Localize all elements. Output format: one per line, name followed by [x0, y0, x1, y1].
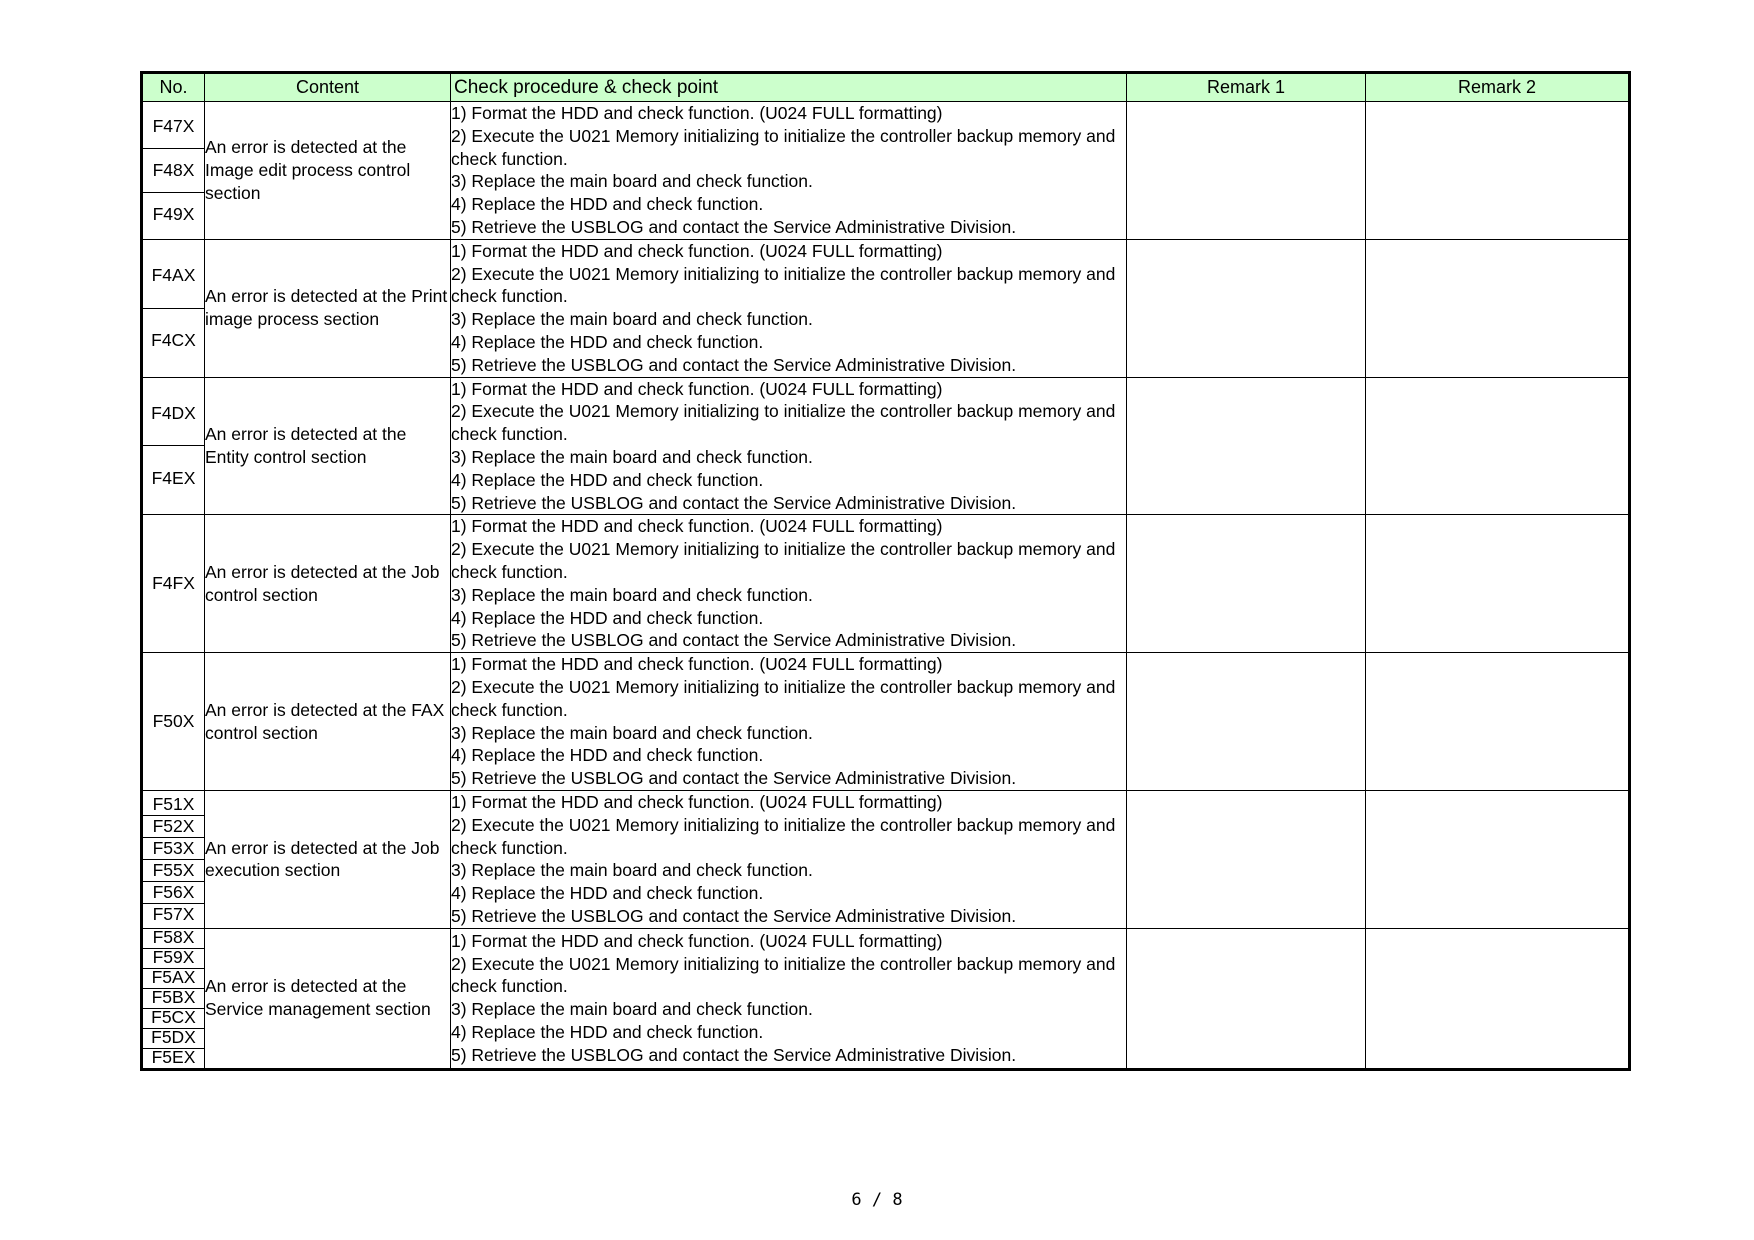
- procedure-step: 5) Retrieve the USBLOG and contact the Service Administrative Division.: [451, 492, 1017, 513]
- error-description: An error is detected at the Print image process section: [205, 239, 451, 377]
- header-remark-1: Remark 1: [1127, 73, 1366, 102]
- check-procedure: [451, 790, 1127, 928]
- procedure-step: 1) Format the HDD and check function. (U024 FULL formatting): [451, 791, 943, 812]
- remark-2-cell: [1366, 928, 1630, 1069]
- procedure-step: 3) Replace the main board and check function.: [451, 309, 813, 330]
- procedure-step: 2) Execute the U021 Memory initializing to initialize the controller backup memory and check function.: [451, 953, 1116, 997]
- procedure-step: 1) Format the HDD and check function. (U024 FULL formatting): [451, 103, 943, 123]
- procedure-step: 1) Format the HDD and check function. (U024 FULL formatting): [451, 240, 943, 261]
- remark-1-cell: [1127, 790, 1366, 928]
- procedure-step: 1) Format the HDD and check function. (U024 FULL formatting): [451, 930, 943, 951]
- table-row: [142, 928, 1630, 1069]
- error-description: An error is detected at the FAX control section: [205, 653, 451, 791]
- error-code: F4DX: [143, 381, 204, 446]
- error-codes-cell: [142, 377, 205, 515]
- procedure-step: 3) Replace the main board and check function.: [451, 860, 813, 881]
- error-description: An error is detected at the Job control section: [205, 515, 451, 653]
- error-code: F5CX: [143, 1009, 204, 1029]
- check-procedure: [451, 653, 1127, 791]
- error-code: F49X: [152, 203, 195, 224]
- procedure-step: 2) Execute the U021 Memory initializing to initialize the controller backup memory and check function.: [451, 401, 1116, 445]
- error-code: F4AX: [143, 244, 204, 309]
- remark-2-cell: [1366, 239, 1630, 377]
- table-header-row: [142, 73, 1630, 102]
- header-content: Content: [205, 73, 451, 102]
- error-code: F52X: [143, 816, 204, 838]
- check-procedure: [451, 102, 1127, 240]
- procedure-step: 5) Retrieve the USBLOG and contact the Service Administrative Division.: [451, 630, 1017, 651]
- header-no: No.: [142, 73, 205, 102]
- error-code: F56X: [143, 882, 204, 904]
- error-code: F59X: [143, 949, 204, 969]
- procedure-step: 5) Retrieve the USBLOG and contact the Service Administrative Division.: [451, 905, 1017, 926]
- error-description: An error is detected at the Entity control section: [205, 377, 451, 515]
- check-procedure: [451, 377, 1127, 515]
- procedure-step: 3) Replace the main board and check function.: [451, 999, 813, 1020]
- remark-1-cell: [1127, 377, 1366, 515]
- procedure-step: 3) Replace the main board and check function.: [451, 722, 813, 743]
- remark-2-cell: [1366, 790, 1630, 928]
- remark-2-cell: [1366, 515, 1630, 653]
- procedure-step: 4) Replace the HDD and check function.: [451, 745, 764, 766]
- error-code: F4EX: [151, 467, 196, 488]
- header-remark-2: Remark 2: [1366, 73, 1630, 102]
- error-code: F47X: [143, 105, 204, 149]
- procedure-step: 1) Format the HDD and check function. (U024 FULL formatting): [451, 516, 943, 537]
- table-row: [142, 377, 1630, 515]
- procedure-step: 4) Replace the HDD and check function.: [451, 1021, 764, 1042]
- error-codes-cell: [142, 653, 205, 791]
- procedure-step: 4) Replace the HDD and check function.: [451, 194, 764, 215]
- header-procedure: Check procedure & check point: [451, 73, 1127, 102]
- procedure-step: 3) Replace the main board and check function.: [451, 171, 813, 192]
- table-row: [142, 239, 1630, 377]
- check-procedure: [451, 515, 1127, 653]
- procedure-step: 4) Replace the HDD and check function.: [451, 331, 764, 352]
- error-code: F55X: [143, 860, 204, 882]
- error-code: F5BX: [143, 989, 204, 1009]
- procedure-step: 5) Retrieve the USBLOG and contact the Service Administrative Division.: [451, 768, 1017, 789]
- procedure-step: 2) Execute the U021 Memory initializing to initialize the controller backup memory and check function.: [451, 263, 1116, 307]
- error-code: F5EX: [151, 1047, 196, 1068]
- table-row: [142, 102, 1630, 240]
- error-codes-cell: [142, 239, 205, 377]
- procedure-step: 1) Format the HDD and check function. (U024 FULL formatting): [451, 654, 943, 675]
- remark-2-cell: [1366, 102, 1630, 240]
- error-code: F5DX: [143, 1029, 204, 1049]
- error-description: An error is detected at the Image edit process control section: [205, 102, 451, 240]
- procedure-step: 2) Execute the U021 Memory initializing to initialize the controller backup memory and check function.: [451, 539, 1116, 582]
- procedure-step: 3) Replace the main board and check function.: [451, 446, 813, 467]
- table-row: [142, 790, 1630, 928]
- remark-1-cell: [1127, 653, 1366, 791]
- error-codes-cell: [142, 790, 205, 928]
- remark-1-cell: [1127, 239, 1366, 377]
- table-row: [142, 515, 1630, 653]
- procedure-step: 3) Replace the main board and check function.: [451, 584, 813, 605]
- error-description: An error is detected at the Service management section: [205, 928, 451, 1069]
- procedure-step: 5) Retrieve the USBLOG and contact the Service Administrative Division.: [451, 1044, 1017, 1065]
- procedure-step: 1) Format the HDD and check function. (U024 FULL formatting): [451, 378, 943, 399]
- error-description: An error is detected at the Job execution section: [205, 790, 451, 928]
- error-code-table: [140, 71, 1631, 1071]
- procedure-step: 2) Execute the U021 Memory initializing to initialize the controller backup memory and check function.: [451, 814, 1116, 858]
- procedure-step: 5) Retrieve the USBLOG and contact the Service Administrative Division.: [451, 216, 1017, 237]
- check-procedure: [451, 928, 1127, 1069]
- procedure-step: 4) Replace the HDD and check function.: [451, 469, 764, 490]
- procedure-step: 2) Execute the U021 Memory initializing to initialize the controller backup memory and check function.: [451, 125, 1116, 169]
- procedure-step: 2) Execute the U021 Memory initializing to initialize the controller backup memory and check function.: [451, 676, 1116, 720]
- table-row: [142, 653, 1630, 791]
- procedure-step: 4) Replace the HDD and check function.: [451, 883, 764, 904]
- error-codes-cell: [142, 102, 205, 240]
- error-code: F58X: [143, 929, 204, 949]
- procedure-step: 5) Retrieve the USBLOG and contact the Service Administrative Division.: [451, 354, 1017, 375]
- page-number: 6 / 8: [851, 1190, 903, 1210]
- error-codes-cell: [142, 515, 205, 653]
- remark-1-cell: [1127, 515, 1366, 653]
- procedure-step: 4) Replace the HDD and check function.: [451, 607, 764, 628]
- error-code: F53X: [143, 838, 204, 860]
- error-codes-cell: [142, 928, 205, 1069]
- remark-1-cell: [1127, 928, 1366, 1069]
- error-code: F48X: [143, 149, 204, 193]
- remark-1-cell: [1127, 102, 1366, 240]
- remark-2-cell: [1366, 377, 1630, 515]
- error-code: F57X: [152, 903, 195, 924]
- error-code: F4FX: [152, 572, 195, 593]
- error-code: F50X: [152, 710, 195, 731]
- error-code: F51X: [143, 794, 204, 816]
- remark-2-cell: [1366, 653, 1630, 791]
- error-code: F4CX: [151, 329, 196, 350]
- error-code: F5AX: [143, 969, 204, 989]
- check-procedure: [451, 239, 1127, 377]
